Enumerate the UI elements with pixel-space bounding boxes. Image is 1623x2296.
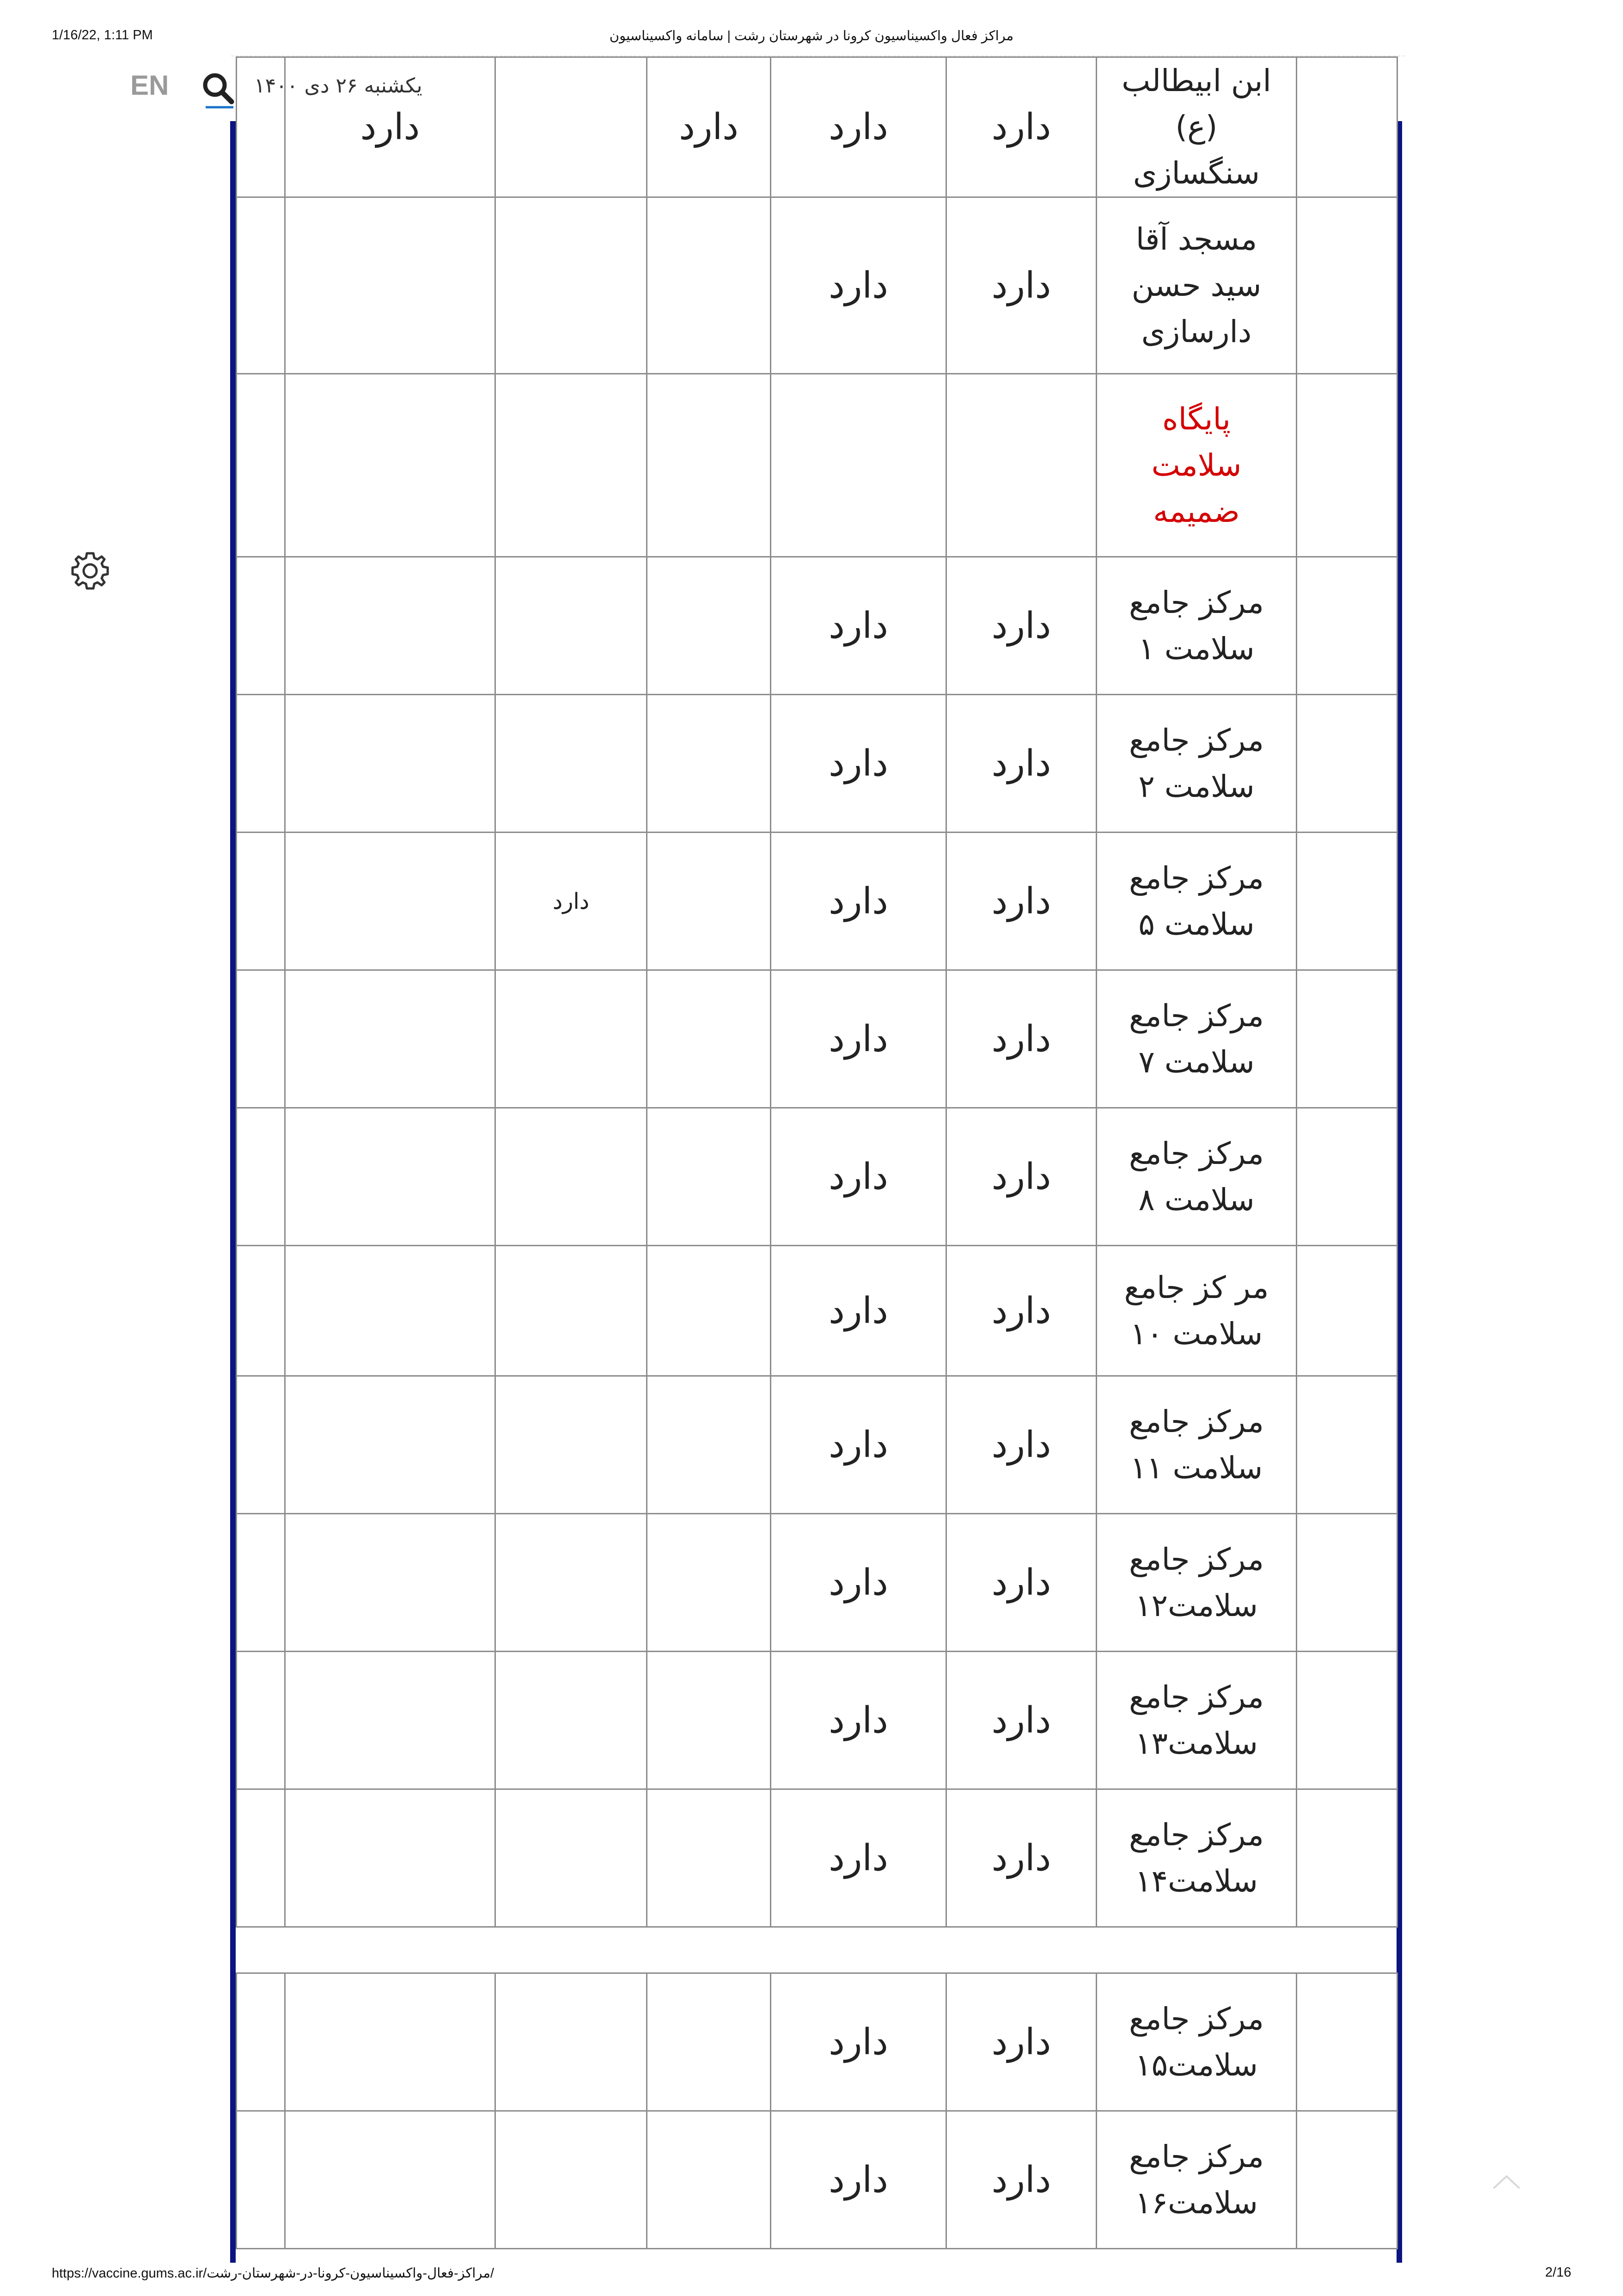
empty-cell: [237, 374, 285, 557]
availability-cell: [771, 1973, 946, 2111]
center-name-line: مرکز جامع: [1129, 998, 1264, 1034]
center-name-line: دارسازی: [1141, 313, 1252, 349]
empty-cell: [1297, 57, 1397, 197]
availability-value: دارد: [829, 1018, 888, 1060]
availability-cell: [771, 970, 946, 1108]
center-name-line: مرکز جامع: [1129, 722, 1264, 758]
availability-cell: [285, 1973, 495, 2111]
table-row: [237, 1514, 1397, 1652]
availability-cell: [647, 1108, 771, 1246]
availability-value: دارد: [829, 1837, 888, 1879]
center-name-line: سلامت۱۳: [1135, 1725, 1258, 1761]
availability-cell: [285, 1246, 495, 1376]
print-footer: [0, 2265, 1623, 2284]
empty-cell: [1297, 374, 1397, 557]
chevron-up-icon[interactable]: [1488, 2168, 1525, 2196]
empty-cell: [1297, 1789, 1397, 1927]
availability-cell: [771, 1108, 946, 1246]
empty-cell: [1297, 970, 1397, 1108]
empty-cell: [1297, 2111, 1397, 2249]
availability-value: دارد: [991, 742, 1051, 784]
empty-cell: [237, 833, 285, 970]
empty-cell: [1297, 833, 1397, 970]
availability-cell: [946, 833, 1097, 970]
availability-value: دارد: [829, 1561, 888, 1604]
availability-value: دارد: [360, 106, 420, 148]
availability-cell: [285, 695, 495, 833]
center-name-line: سلامت۱۵: [1135, 2047, 1258, 2083]
empty-cell: [1297, 1514, 1397, 1652]
availability-value: دارد: [991, 1018, 1051, 1060]
availability-cell: [647, 970, 771, 1108]
availability-cell: [647, 374, 771, 557]
availability-value: دارد: [991, 1424, 1051, 1466]
vaccination-centers-table: [236, 56, 1398, 2249]
availability-cell: [771, 374, 946, 557]
availability-value: دارد: [829, 880, 888, 922]
availability-cell: [495, 197, 647, 374]
table-row: [237, 197, 1397, 374]
empty-cell: [1297, 1973, 1397, 2111]
availability-cell: [647, 1246, 771, 1376]
availability-value: دارد: [991, 605, 1051, 647]
empty-cell: [1297, 1108, 1397, 1246]
empty-cell: [237, 1652, 285, 1789]
availability-cell: [495, 2111, 647, 2249]
availability-cell: [495, 1376, 647, 1514]
availability-cell: [771, 1789, 946, 1927]
center-name-line: مرکز جامع: [1129, 2138, 1264, 2174]
availability-cell: [285, 557, 495, 695]
center-name-cell: [1097, 1246, 1297, 1376]
center-name-line: مرکز جامع: [1129, 584, 1264, 620]
table-separator-row: [237, 1927, 1397, 1973]
availability-value: دارد: [829, 2021, 888, 2063]
print-datetime: 1/16/22, 1:11 PM: [52, 28, 153, 43]
availability-cell: [771, 1514, 946, 1652]
availability-cell: [647, 1376, 771, 1514]
center-name-cell: [1097, 374, 1297, 557]
availability-value: دارد: [991, 1699, 1051, 1741]
empty-cell: [1297, 1652, 1397, 1789]
table-row: [237, 1376, 1397, 1514]
availability-cell: [285, 1514, 495, 1652]
center-name-line: ضمیمه: [1153, 493, 1240, 529]
availability-cell: [771, 2111, 946, 2249]
availability-cell: [771, 57, 946, 197]
availability-cell: [495, 1973, 647, 2111]
center-name-line: سلامت ۸: [1138, 1182, 1255, 1218]
gear-icon[interactable]: [67, 548, 113, 594]
availability-cell: [495, 1246, 647, 1376]
availability-value: دارد: [991, 106, 1051, 148]
center-name-line: سلامت ۱۱: [1130, 1450, 1263, 1486]
center-name-line: سلامت ۷: [1138, 1044, 1255, 1080]
center-name-line: مسجد آقا: [1135, 221, 1257, 257]
center-name-line: سلامت ۱: [1138, 631, 1255, 667]
table-body: [237, 57, 1397, 2249]
availability-value: دارد: [829, 1424, 888, 1466]
availability-cell: [771, 1246, 946, 1376]
availability-cell: [285, 57, 495, 197]
center-name-line: سلامت۱۶: [1135, 2185, 1258, 2221]
center-name-line: سلامت۱۲: [1135, 1587, 1258, 1623]
availability-cell: [495, 970, 647, 1108]
availability-value: دارد: [829, 1290, 888, 1332]
center-name-cell: [1097, 1514, 1297, 1652]
availability-cell: [946, 695, 1097, 833]
empty-cell: [237, 57, 285, 197]
availability-value: دارد: [991, 1561, 1051, 1604]
availability-value: دارد: [829, 1156, 888, 1198]
center-name-cell: [1097, 57, 1297, 197]
availability-cell: [647, 833, 771, 970]
table-row: [237, 2111, 1397, 2249]
center-name-line: مر کز جامع: [1124, 1269, 1269, 1305]
empty-cell: [1297, 695, 1397, 833]
empty-cell: [1297, 1376, 1397, 1514]
availability-value: دارد: [679, 106, 738, 148]
center-name-line: سنگسازی: [1133, 155, 1260, 191]
center-name-cell: [1097, 1973, 1297, 2111]
print-page-title: مراکز فعال واکسیناسیون کرونا در شهرستان رشت | سامانه واکسیناسیون: [609, 29, 1014, 43]
availability-cell: [946, 2111, 1097, 2249]
availability-cell: [647, 1514, 771, 1652]
availability-cell: [946, 374, 1097, 557]
availability-cell: [771, 1652, 946, 1789]
table-row: [237, 833, 1397, 970]
availability-cell: [946, 557, 1097, 695]
center-name-line: سلامت ۱۰: [1130, 1316, 1263, 1352]
availability-value: دارد: [991, 2159, 1051, 2201]
availability-cell: [647, 695, 771, 833]
center-name-line: پایگاه: [1162, 401, 1231, 437]
availability-value: دارد: [829, 605, 888, 647]
center-name-line: مرکز جامع: [1129, 1403, 1264, 1439]
center-name-line: مرکز جامع: [1129, 860, 1264, 896]
availability-cell: [647, 557, 771, 695]
empty-cell: [237, 557, 285, 695]
center-name-line: سلامت ۵: [1138, 906, 1255, 942]
empty-cell: [237, 197, 285, 374]
availability-value: دارد: [552, 888, 590, 914]
table-row: [237, 57, 1397, 197]
center-name-line: (ع): [1175, 109, 1218, 145]
center-name-cell: [1097, 1652, 1297, 1789]
availability-cell: [946, 1514, 1097, 1652]
availability-value: دارد: [991, 2021, 1051, 2063]
availability-cell: [771, 557, 946, 695]
availability-cell: [285, 374, 495, 557]
empty-cell: [237, 1789, 285, 1927]
empty-cell: [1297, 197, 1397, 374]
center-name-line: مرکز جامع: [1129, 1135, 1264, 1171]
availability-cell: [285, 833, 495, 970]
availability-cell: [647, 1789, 771, 1927]
center-name-line: مرکز جامع: [1129, 1817, 1264, 1853]
center-name-line: مرکز جامع: [1129, 1679, 1264, 1715]
availability-value: دارد: [991, 880, 1051, 922]
availability-cell: [285, 1789, 495, 1927]
availability-cell: [946, 970, 1097, 1108]
availability-cell: [495, 1514, 647, 1652]
availability-value: دارد: [829, 2159, 888, 2201]
availability-value: دارد: [991, 1837, 1051, 1879]
table-row: [237, 1246, 1397, 1376]
empty-cell: [237, 970, 285, 1108]
table-row: [237, 1652, 1397, 1789]
availability-value: دارد: [829, 264, 888, 306]
availability-cell: [285, 1376, 495, 1514]
empty-cell: [237, 1246, 285, 1376]
availability-cell: [285, 197, 495, 374]
table-row: [237, 970, 1397, 1108]
availability-cell: [285, 970, 495, 1108]
center-name-line: مرکز جامع: [1129, 1541, 1264, 1577]
center-name-line: سید حسن: [1131, 267, 1262, 303]
availability-cell: [647, 1652, 771, 1789]
availability-cell: [771, 695, 946, 833]
center-name-cell: [1097, 695, 1297, 833]
availability-value: دارد: [829, 106, 888, 148]
availability-value: دارد: [829, 742, 888, 784]
separator-cell: [237, 1927, 1397, 1973]
center-name-cell: [1097, 557, 1297, 695]
empty-cell: [237, 1108, 285, 1246]
availability-cell: [495, 57, 647, 197]
empty-cell: [237, 1973, 285, 2111]
language-toggle-button[interactable]: EN: [130, 70, 169, 101]
availability-cell: [285, 1652, 495, 1789]
center-name-cell: [1097, 2111, 1297, 2249]
availability-cell: [946, 1652, 1097, 1789]
availability-cell: [771, 833, 946, 970]
availability-cell: [495, 557, 647, 695]
table-row: [237, 1973, 1397, 2111]
availability-cell: [495, 695, 647, 833]
empty-cell: [1297, 557, 1397, 695]
availability-cell: [495, 374, 647, 557]
center-name-cell: [1097, 1376, 1297, 1514]
center-name-cell: [1097, 197, 1297, 374]
availability-cell: [495, 1108, 647, 1246]
availability-value: دارد: [991, 264, 1051, 306]
center-name-cell: [1097, 970, 1297, 1108]
table-row: [237, 557, 1397, 695]
empty-cell: [237, 1514, 285, 1652]
empty-cell: [237, 695, 285, 833]
availability-value: دارد: [991, 1290, 1051, 1332]
availability-value: دارد: [991, 1156, 1051, 1198]
table-row: [237, 374, 1397, 557]
print-page-number: 2/16: [1545, 2265, 1571, 2280]
availability-cell: [946, 197, 1097, 374]
empty-cell: [237, 1376, 285, 1514]
center-name-cell: [1097, 1108, 1297, 1246]
print-url: https://vaccine.gums.ac.ir/مراکز-فعال-واکسیناسیون-کرونا-در-شهرستان-رشت/: [52, 2266, 494, 2281]
table-row: [237, 1108, 1397, 1246]
availability-cell: [495, 1789, 647, 1927]
availability-cell: [946, 1973, 1097, 2111]
availability-value: دارد: [829, 1699, 888, 1741]
availability-cell: [946, 1376, 1097, 1514]
center-name-line: سلامت۱۴: [1135, 1863, 1258, 1899]
center-name-line: ابن ابیطالب: [1122, 63, 1271, 98]
center-name-line: مرکز جامع: [1129, 2001, 1264, 2037]
availability-cell: [771, 1376, 946, 1514]
empty-cell: [1297, 1246, 1397, 1376]
availability-cell: [495, 833, 647, 970]
print-header: [0, 28, 1623, 46]
center-name-cell: [1097, 833, 1297, 970]
center-name-cell: [1097, 1789, 1297, 1927]
table-row: [237, 695, 1397, 833]
availability-cell: [647, 1973, 771, 2111]
availability-cell: [771, 197, 946, 374]
availability-cell: [946, 1246, 1097, 1376]
empty-cell: [237, 2111, 285, 2249]
availability-cell: [647, 57, 771, 197]
table-row: [237, 1789, 1397, 1927]
availability-cell: [285, 2111, 495, 2249]
availability-cell: [946, 1108, 1097, 1246]
center-name-line: سلامت: [1151, 447, 1242, 483]
availability-cell: [495, 1652, 647, 1789]
search-icon[interactable]: [201, 71, 238, 109]
current-date: یکشنبه ۲۶ دی ۱۴۰۰: [254, 74, 422, 98]
availability-cell: [647, 197, 771, 374]
center-name-line: سلامت ۲: [1138, 768, 1255, 804]
availability-cell: [946, 57, 1097, 197]
availability-cell: [285, 1108, 495, 1246]
availability-cell: [946, 1789, 1097, 1927]
availability-cell: [647, 2111, 771, 2249]
